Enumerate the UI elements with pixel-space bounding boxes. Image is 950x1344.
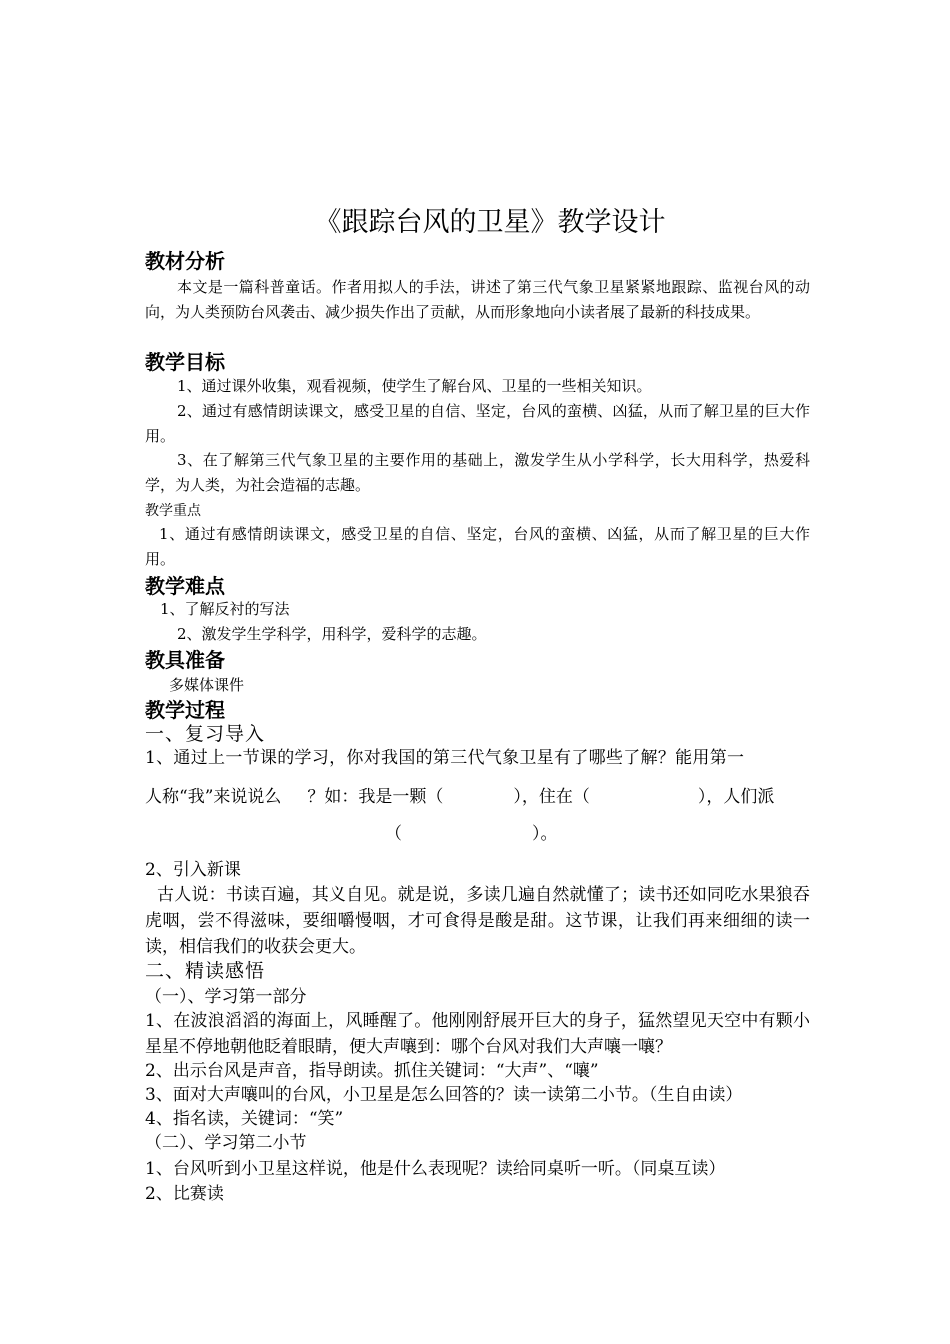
document-title: 《跟踪台风的卫星》教学设计 <box>314 207 666 238</box>
review-question-text: 人称“我”来说说么 <box>145 787 282 807</box>
materials-text: 多媒体课件 <box>169 676 245 694</box>
part2-item: 3、面对大声嚷叫的台风，小卫星是怎么回答的？读一读第二小节。（生自由读） <box>145 1085 743 1105</box>
heading-materials: 教具准备 <box>145 648 225 672</box>
part2-item: 1、在波浪滔滔的海面上，风睡醒了。他刚刚舒展开巨大的身子，猛然望见天空中有颗小星星不停地朝他眨着眼睛，便大声嚷到：哪个台风对我们大声嚷一嚷？ <box>145 1011 810 1057</box>
heading-analysis: 教材分析 <box>145 249 225 273</box>
part2-subsection-1: （一）、学习第一部分 <box>145 987 307 1007</box>
intro-title: 2、引入新课 <box>145 860 241 880</box>
part2-title: 二、精读感悟 <box>145 960 266 982</box>
part2-item: 2、出示台风是声音，指导朗读。抓住关键词：“大声”、“嚷” <box>145 1061 599 1081</box>
review-question-text: ？如：我是一颗（ <box>307 787 444 807</box>
goal-item: 3、在了解第三代气象卫星的主要作用的基础上，激发学生从小学科学，长大用科学，热爱科学，为人类，为社会造福的志趣。 <box>145 451 810 494</box>
heading-process: 教学过程 <box>145 698 225 722</box>
review-question-text: ），人们派 <box>697 787 775 807</box>
part1-title: 一、复习导入 <box>145 723 266 745</box>
review-question-line3 <box>145 821 810 847</box>
review-question-text: （ <box>385 824 402 844</box>
goal-item: 2、通过有感情朗读课文，感受卫星的自信、坚定，台风的蛮横、凶猛，从而了解卫星的巨大作用。 <box>145 402 810 445</box>
part2-item: 1、台风听到小卫星这样说，他是什么表现呢？读给同桌听一听。（同桌互读） <box>145 1159 726 1179</box>
part2-subsection-2: （二）、学习第二小节 <box>145 1133 307 1153</box>
key-point-item: 1、通过有感情朗读课文，感受卫星的自信、坚定，台风的蛮横、凶猛，从而了解卫星的巨大作用。 <box>145 525 810 568</box>
review-question-line1: 1、通过上一节课的学习，你对我国的第三代气象卫星有了哪些了解？能用第一 <box>145 748 745 768</box>
part2-item: 4、指名读，关键词：“笑” <box>145 1109 344 1129</box>
goal-item: 1、通过课外收集，观看视频，使学生了解台风、卫星的一些相关知识。 <box>177 377 652 395</box>
heading-key-points: 教学重点 <box>145 503 201 519</box>
heading-difficulties: 教学难点 <box>145 574 225 598</box>
difficulty-item: 2、激发学生学科学，用科学，爱科学的志趣。 <box>177 625 487 643</box>
intro-paragraph: 古人说：书读百遍，其义自见。就是说，多读几遍自然就懂了；读书还如同吃水果狼吞虎咽，尝不得滋味，要细嚼慢咽，才可食得是酸是甜。这节课，让我们再来细细的读一读，相信我们的收获会更大。 <box>145 885 810 957</box>
part2-item: 2、比赛读 <box>145 1184 224 1204</box>
review-question-text: ）。 <box>532 824 558 844</box>
review-question-text: ），住在（ <box>513 787 590 807</box>
heading-goals: 教学目标 <box>145 350 225 374</box>
difficulty-item: 1、了解反衬的写法 <box>160 600 290 618</box>
review-question-line2 <box>145 784 810 810</box>
analysis-paragraph: 本文是一篇科普童话。作者用拟人的手法，讲述了第三代气象卫星紧紧地跟踪、监视台风的动向，为人类预防台风袭击、减少损失作出了贡献，从而形象地向小读者展了最新的科技成果。 <box>145 278 810 321</box>
